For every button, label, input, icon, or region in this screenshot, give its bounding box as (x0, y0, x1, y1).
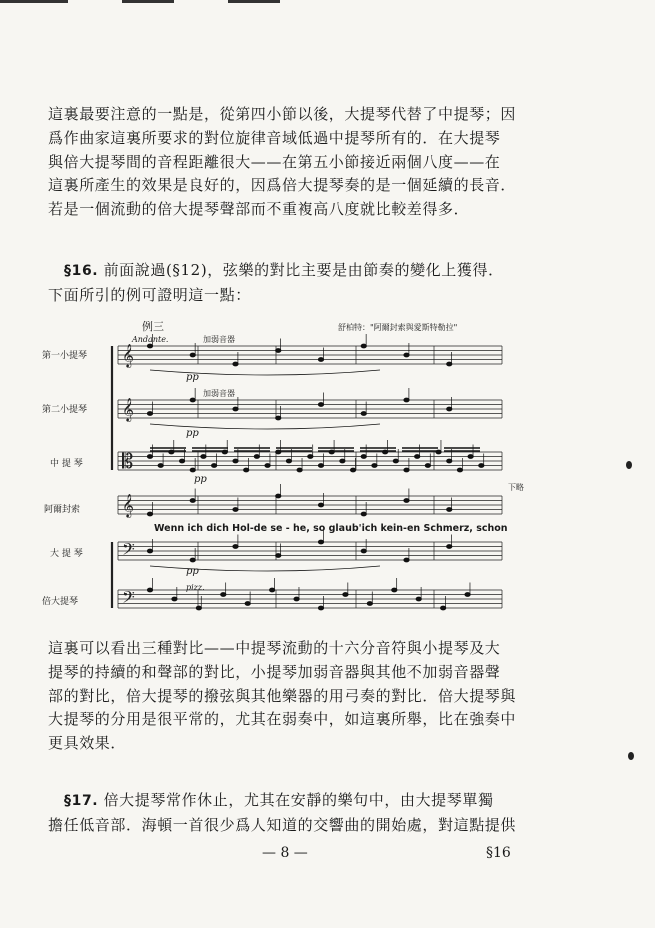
note-head (233, 362, 238, 366)
instrument-label: 中 提 琴 (50, 459, 83, 469)
note-head (276, 494, 281, 498)
paragraph-4 (48, 789, 558, 838)
slur (150, 424, 380, 429)
note-head (318, 606, 323, 610)
margin-mark (626, 461, 632, 469)
page-number: — 8 — (262, 845, 308, 861)
instrument-label: 倍大提琴 (42, 597, 79, 607)
note-head (361, 512, 366, 516)
dynamic-marking: pp (194, 474, 207, 485)
note-head (318, 503, 323, 507)
note-head (233, 407, 238, 411)
instrument-label: 第二小提琴 (42, 405, 88, 415)
note-head (367, 602, 372, 606)
note-head (361, 412, 366, 416)
note-head (147, 512, 152, 516)
text-line: 這裏最要注意的一點是，從第四小節以後，大提琴代替了中提琴；因 (48, 105, 517, 123)
note-head (147, 344, 152, 348)
dynamic-marking: pp (186, 372, 199, 383)
text-line: 爲作曲家這裏所要求的對位旋律音域低過中提琴所有的．在大提琴 (48, 128, 501, 147)
note-head (447, 459, 452, 463)
note-head (286, 459, 291, 463)
note-head (233, 459, 238, 463)
note-head (404, 398, 409, 402)
note-head (404, 353, 409, 357)
tempo-marking: Andante. (132, 335, 169, 344)
note-head (201, 455, 206, 459)
text-line: 若是一個流動的倍大提琴聲部而不重複高八度就比較差得多． (48, 200, 470, 219)
top-rule (122, 0, 174, 3)
text-line: 與倍大提琴間的音程距離很大——在第五小節接近兩個八度——在 (48, 152, 501, 171)
note-head (179, 459, 184, 463)
text-line: 下面所引的例可證明這一點： (48, 285, 251, 304)
text-run: 前面說過(§12)，弦樂的對比主要是由節奏的變化上獲得． (103, 261, 504, 279)
note-head (221, 593, 226, 597)
note-head (361, 549, 366, 553)
paragraph-2 (48, 259, 558, 308)
lyrics-line: Wenn ich dich Hol-de se - he, so glaub'ich kein-en Schmerz, schon (154, 523, 508, 534)
text-line (48, 259, 558, 284)
note-head (147, 412, 152, 416)
dynamic-marking: pp (186, 428, 199, 439)
text-line: 更具效果． (48, 734, 127, 753)
note-head (447, 362, 452, 366)
note-head (190, 353, 195, 357)
note-head (457, 468, 462, 472)
note-head (372, 464, 377, 468)
instrument-label: 阿爾封索 (44, 505, 81, 515)
note-head (147, 588, 152, 592)
note-head (233, 508, 238, 512)
note-head (416, 597, 421, 601)
note-head (465, 593, 470, 597)
note-head (343, 593, 348, 597)
note-head (361, 455, 366, 459)
clef-glyph: 𝄢 (122, 587, 135, 611)
pizz-marking: pizz. (186, 583, 205, 592)
clef-glyph: 𝄞 (122, 397, 134, 421)
note-head (447, 545, 452, 549)
paragraph-3 (48, 637, 558, 756)
instrument-label: 第一小提琴 (42, 351, 88, 361)
text-line: 擔任低音部．海頓一首很少爲人知道的交響曲的開始處，對這點提供 (48, 815, 517, 834)
note-head (147, 549, 152, 553)
note-head (404, 468, 409, 472)
note-head (276, 416, 281, 420)
note-head (318, 358, 323, 362)
note-head (393, 459, 398, 463)
note-head (392, 588, 397, 592)
source-caption: 舒柏特："阿爾封索與愛斯特勒拉" (338, 323, 458, 332)
note-head (212, 464, 217, 468)
text-run: 倍大提琴常作休止，尤其在安靜的樂句中，由大提琴單獨 (103, 791, 494, 809)
note-head (468, 455, 473, 459)
top-rule (228, 0, 280, 3)
note-head (318, 540, 323, 544)
note-head (350, 468, 355, 472)
paragraph-1 (48, 103, 558, 222)
note-head (447, 508, 452, 512)
text-line: 大提琴的分用是很平常的，尤其在弱奏中，如這裏所舉，比在強奏中 (48, 710, 517, 729)
note-head (190, 558, 195, 562)
slur (150, 370, 380, 375)
note-head (147, 455, 152, 459)
note-head (276, 349, 281, 353)
note-head (294, 597, 299, 601)
clef-glyph: 𝄞 (122, 493, 134, 517)
note-head (340, 459, 345, 463)
top-rule (0, 0, 68, 3)
note-head (233, 545, 238, 549)
note-head (447, 407, 452, 411)
note-head (441, 606, 446, 610)
slur (150, 566, 380, 571)
example-label: 例三 (142, 320, 164, 333)
text-line (48, 789, 558, 814)
note-head (404, 558, 409, 562)
note-head (276, 554, 281, 558)
note-head (361, 344, 366, 348)
clef-glyph: 𝄢 (122, 539, 135, 563)
section-reference: §16 (486, 845, 511, 861)
note-head (172, 597, 177, 601)
text-line: 部的對比，倍大提琴的撥弦與其他樂器的用弓奏的對比．倍大提琴與 (48, 686, 517, 705)
text-line: 提琴的持續的和聲部的對比，小提琴加弱音器與其他不加弱音器聲 (48, 662, 501, 681)
mute-label: 加弱音器 (203, 389, 235, 398)
note-head (244, 468, 249, 472)
section-number: §17. (64, 793, 99, 809)
note-head (308, 455, 313, 459)
section-number: §16. (64, 263, 99, 279)
note-head (190, 398, 195, 402)
note-head (196, 606, 201, 610)
note-head (297, 468, 302, 472)
note-head (265, 464, 270, 468)
note-head (318, 403, 323, 407)
note-head (425, 464, 430, 468)
note-head (245, 602, 250, 606)
note-head (254, 455, 259, 459)
clef-glyph: 𝄞 (122, 343, 134, 367)
note-head (415, 455, 420, 459)
text-line: 這裏所產生的效果是良好的，因爲倍大提琴奏的是一個延續的長音． (48, 176, 517, 195)
note-head (479, 464, 484, 468)
note-head (190, 468, 195, 472)
omission-mark: 下略 (508, 483, 524, 492)
dynamic-marking: pp (186, 566, 199, 577)
text-line: 這裏可以看出三種對比——中提琴流動的十六分音符與小提琴及大 (48, 639, 501, 657)
clef-glyph: 𝄡 (122, 449, 134, 473)
note-head (270, 588, 275, 592)
music-score-example (40, 320, 540, 620)
mute-label: 加弱音器 (203, 335, 235, 344)
note-head (318, 464, 323, 468)
instrument-label: 大 提 琴 (50, 549, 83, 559)
note-head (158, 464, 163, 468)
note-head (190, 499, 195, 503)
note-head (404, 499, 409, 503)
margin-mark (628, 752, 634, 760)
